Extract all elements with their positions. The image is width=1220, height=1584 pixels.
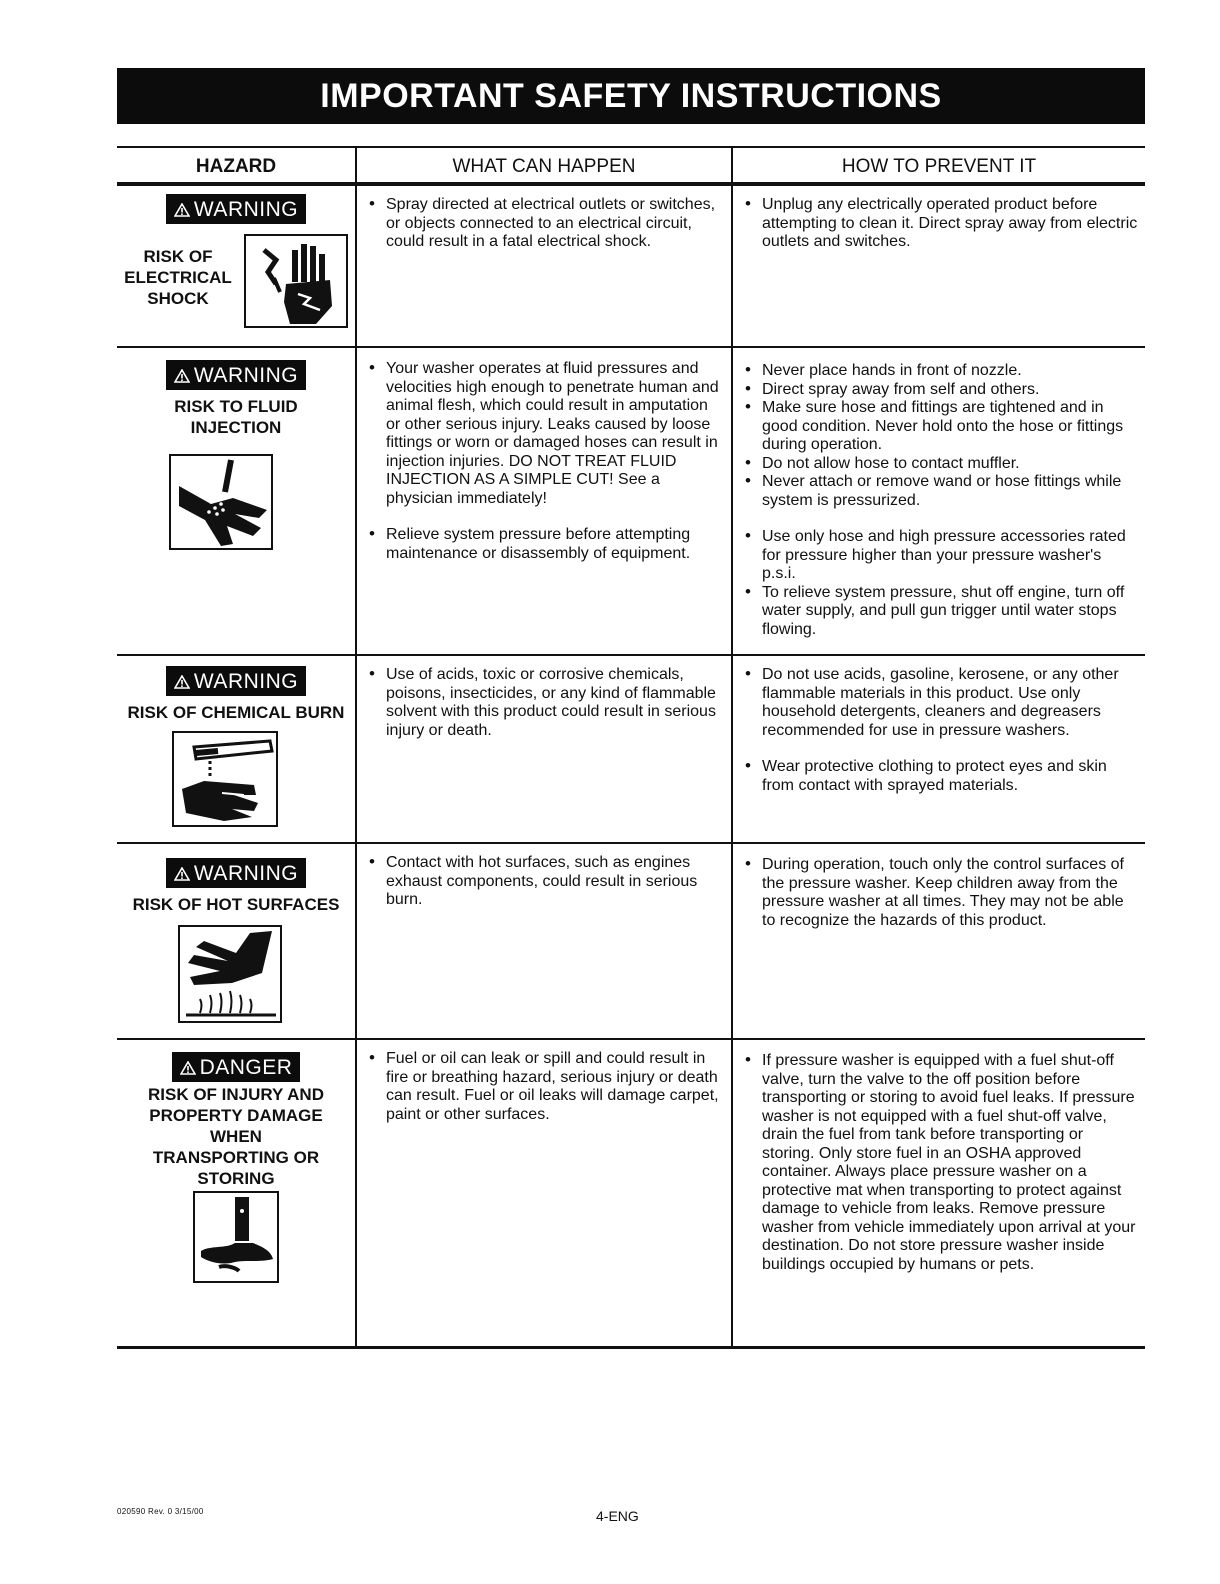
what-cell xyxy=(357,1040,733,1346)
header-hazard: HAZARD xyxy=(117,148,357,182)
list-item: • Do not use acids, gasoline, kerosene, or any other flammable materials in this product. Use only household detergents, cleaners and degreasers recommended for use in pressure washers. xyxy=(745,666,1139,740)
warning-triangle-icon xyxy=(174,203,190,217)
risk-label: RISK TO FLUID INJECTION xyxy=(174,397,298,437)
page-number: 4-ENG xyxy=(596,1508,639,1524)
header-how-to-prevent: HOW TO PREVENT IT xyxy=(841,156,1037,177)
what-cell xyxy=(357,844,733,1038)
hazard-cell xyxy=(117,656,357,842)
list-item: • Contact with hot surfaces, such as engines exhaust components, could result in serious burn. xyxy=(369,854,725,910)
warning-badge xyxy=(166,194,306,224)
warning-triangle-icon xyxy=(180,1061,196,1075)
hazard-cell xyxy=(117,1040,357,1346)
hazard-cell xyxy=(117,186,357,346)
table-row xyxy=(117,184,1145,346)
chemical-burn-icon xyxy=(172,731,278,827)
hazard-cell xyxy=(117,348,357,654)
badge-label: WARNING xyxy=(193,669,299,693)
badge-label: WARNING xyxy=(193,197,299,221)
badge-label: WARNING xyxy=(193,861,299,885)
list-item: • Never place hands in front of nozzle. xyxy=(745,362,1139,381)
table-row xyxy=(117,346,1145,654)
warning-badge xyxy=(166,360,306,390)
how-cell xyxy=(733,348,1145,654)
list-item: • Direct spray away from self and others. xyxy=(745,381,1139,400)
list-item: • Use only hose and high pressure accessories rated for pressure higher than your pressure washer's p.s.i. xyxy=(745,528,1139,584)
table-row xyxy=(117,654,1145,842)
what-cell xyxy=(357,656,733,842)
risk-label: RISK OF ELECTRICAL SHOCK xyxy=(124,247,232,308)
warning-badge xyxy=(166,666,306,696)
list-item: • Your washer operates at fluid pressures and velocities high enough to penetrate human and animal flesh, which could result in amputation or other serious injury. Leaks caused by loose fittings or worn or damaged hoses can result in injection injuries. DO NOT TREAT FLUID INJECTION AS A SIMPLE CUT! See a physician immediately! xyxy=(369,360,725,508)
fluid-injection-icon xyxy=(169,454,273,550)
fuel-leak-icon xyxy=(193,1191,279,1283)
what-cell xyxy=(357,348,733,654)
badge-label: DANGER xyxy=(199,1055,293,1079)
list-item: • Wear protective clothing to protect eyes and skin from contact with sprayed materials. xyxy=(745,758,1139,795)
warning-triangle-icon xyxy=(174,369,190,383)
list-item: • To relieve system pressure, shut off engine, turn off water supply, and pull gun trigger until water stops flowing. xyxy=(745,584,1139,640)
list-item: • If pressure washer is equipped with a fuel shut-off valve, turn the valve to the off position before transporting or storing to avoid fuel leaks. If pressure washer is not equipped with a fuel shut-off valve, drain the fuel from tank before transporting or storing. Only store fuel in an OSHA approved container. Always place pressure washer on a protective mat when transporting to protect against damage to vehicle from leaks. Remove pressure washer from vehicle immediately upon arrival at your destination. Do not store pressure washer inside buildings occupied by humans or pets. xyxy=(745,1052,1139,1274)
list-item: • Do not allow hose to contact muffler. xyxy=(745,455,1139,474)
risk-label: RISK OF INJURY AND PROPERTY DAMAGE WHEN TRANSPORTING OR STORING xyxy=(147,1085,324,1188)
table-header-row xyxy=(117,148,1145,184)
header-what-can-happen: WHAT CAN HAPPEN xyxy=(357,148,733,182)
list-item: • Spray directed at electrical outlets or switches, or objects connected to an electrical circuit, could result in a fatal electrical shock. xyxy=(369,196,725,252)
list-item: • During operation, touch only the control surfaces of the pressure washer. Keep children away from the pressure washer at all times. They may not be able to recognize the hazards of this product. xyxy=(745,856,1139,930)
how-cell xyxy=(733,656,1145,842)
risk-label: RISK OF CHEMICAL BURN xyxy=(127,703,345,722)
how-cell xyxy=(733,186,1145,346)
list-item: • Relieve system pressure before attempting maintenance or disassembly of equipment. xyxy=(369,526,725,563)
safety-table xyxy=(117,146,1145,1349)
list-item: • Unplug any electrically operated product before attempting to clean it. Direct spray away from electric outlets and switches. xyxy=(745,196,1139,252)
list-item: • Make sure hose and fittings are tightened and in good condition. Never hold onto the hose or fittings during operation. xyxy=(745,399,1139,455)
danger-badge xyxy=(172,1052,301,1082)
list-item: • Use of acids, toxic or corrosive chemicals, poisons, insecticides, or any kind of flammable solvent with this product could result in serious injury or death. xyxy=(369,666,725,740)
warning-badge xyxy=(166,858,306,888)
page-title: IMPORTANT SAFETY INSTRUCTIONS xyxy=(117,68,1145,124)
what-cell xyxy=(357,186,733,346)
warning-triangle-icon xyxy=(174,867,190,881)
hazard-cell xyxy=(117,844,357,1038)
list-item: • Never attach or remove wand or hose fittings while system is pressurized. xyxy=(745,473,1139,510)
table-row xyxy=(117,842,1145,1038)
badge-label: WARNING xyxy=(193,363,299,387)
how-cell xyxy=(733,1040,1145,1346)
how-cell xyxy=(733,844,1145,1038)
risk-label: RISK OF HOT SURFACES xyxy=(132,895,340,914)
warning-triangle-icon xyxy=(174,675,190,689)
document-code: 020590 Rev. 0 3/15/00 xyxy=(117,1507,204,1516)
list-item: • Fuel or oil can leak or spill and could result in fire or breathing hazard, serious injury or death can result. Fuel or oil leaks will damage carpet, paint or other surfaces. xyxy=(369,1050,725,1124)
electrical-shock-icon xyxy=(244,234,348,328)
hot-surface-icon xyxy=(178,925,282,1023)
table-row xyxy=(117,1038,1145,1346)
